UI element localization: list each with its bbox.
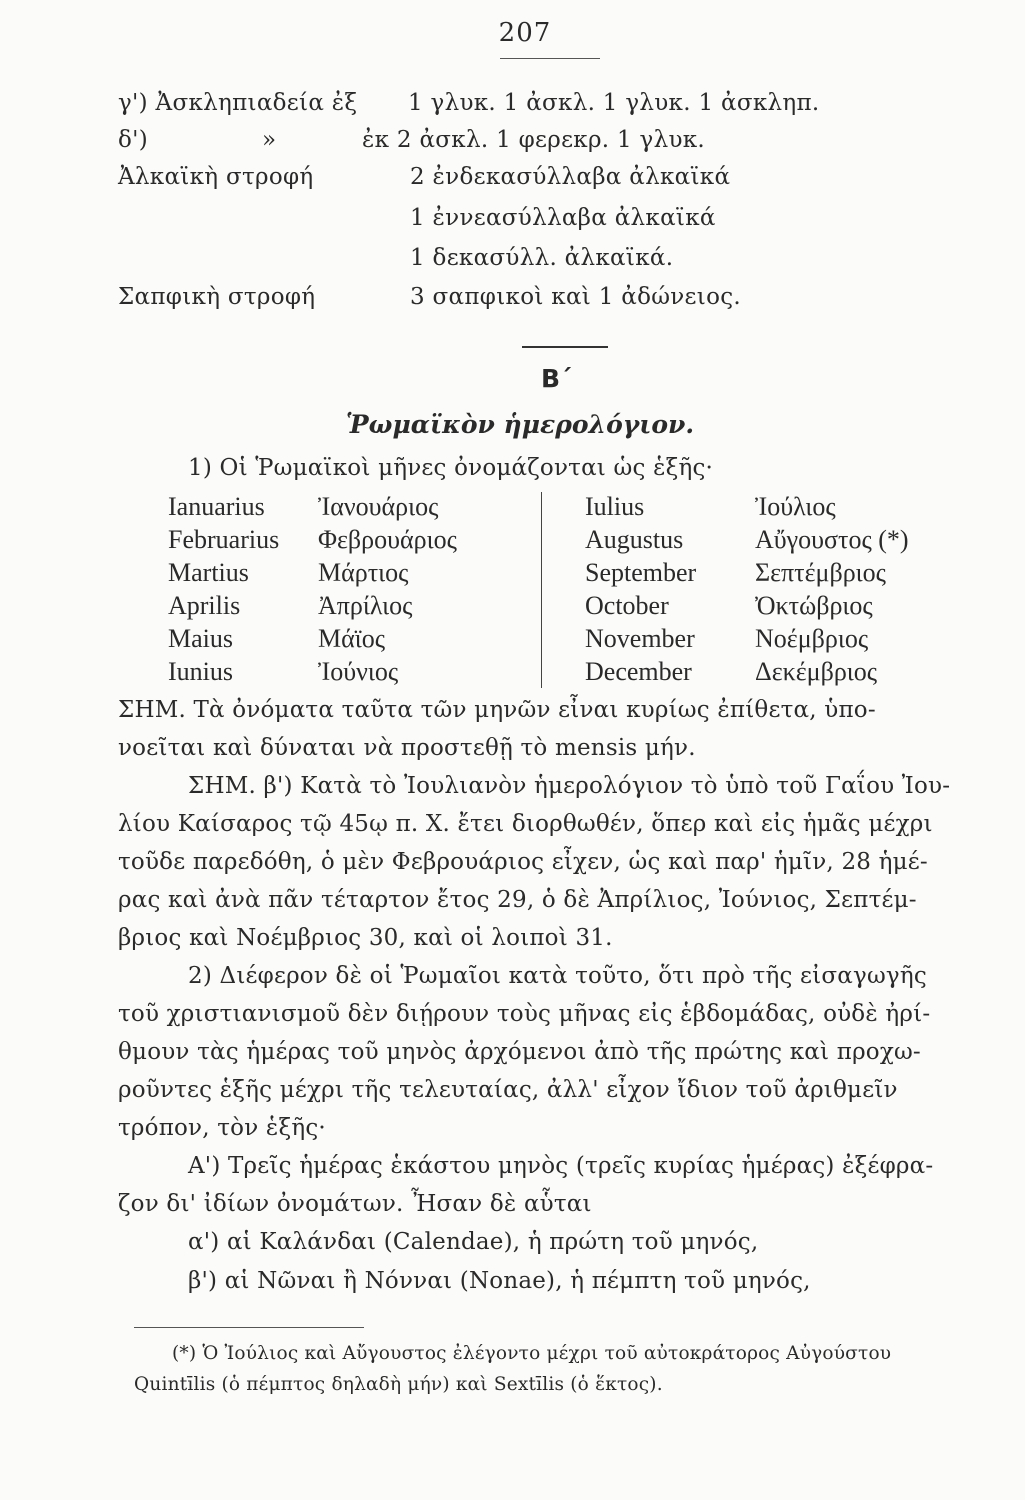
footnote-rule [134, 1327, 364, 1328]
meter-label: γ') Ἀσκληπιαδεία ἐξ [118, 90, 358, 116]
month-greek: Μάρτιος [318, 558, 409, 587]
body-line: Α') Τρεῖς ἡμέρας ἑκάστου μηνὸς (τρεῖς κυρίας ἡμέρας) ἐξέφρα- [188, 1153, 934, 1179]
header-rule [500, 58, 600, 59]
month-latin: Maius [168, 624, 233, 653]
body-line: ζον δι' ἰδίων ὀνομάτων. Ἦσαν δὲ αὗται [118, 1191, 592, 1217]
month-greek: Ἰούνιος [318, 657, 399, 686]
month-latin: November [585, 624, 695, 653]
month-greek: Ἀπρίλιος [318, 591, 413, 620]
month-greek: Ὀκτώβριος [755, 591, 873, 620]
month-latin: Ianuarius [168, 492, 265, 521]
month-latin: September [585, 558, 697, 587]
section-title: Ῥωμαϊκὸν ἡμερολόγιον. [345, 410, 695, 439]
section-letter: Β΄ [541, 364, 572, 393]
footnote-line: Quintīlis (ὁ πέμπτος δηλαδὴ μήν) καὶ Sextīlis (ὁ ἕκτος). [134, 1374, 663, 1395]
meter-text: 3 σαπφικοὶ καὶ 1 ἀδώνειος. [410, 284, 742, 310]
body-line: ΣΗΜ. β') Κατὰ τὸ Ἰουλιανὸν ἡμερολόγιον τὸ ὑπὸ τοῦ Γαΐου Ἰου- [188, 773, 951, 799]
body-line: α') αἱ Καλάνδαι (Calendae), ἡ πρώτη τοῦ μηνός, [188, 1229, 759, 1255]
body-line: ρας καὶ ἀνὰ πᾶν τέταρτον ἔτος 29, ὁ δὲ Ἀπρίλιος, Ἰούνιος, Σεπτέμ- [118, 887, 917, 913]
month-greek: Αὔγουστος (*) [755, 525, 909, 554]
body-line: τοῦδε παρεδόθη, ὁ μὲν Φεβρουάριος εἶχεν, ὡς καὶ παρ' ἡμῖν, 28 ἡμέ- [118, 849, 928, 875]
month-greek: Ἰούλιος [755, 492, 836, 521]
month-latin: Augustus [585, 525, 684, 554]
month-latin: October [585, 591, 669, 620]
month-latin: Martius [168, 558, 249, 587]
meter-label: Ἀλκαϊκὴ στροφή [118, 164, 314, 190]
month-greek: Νοέμβριος [755, 624, 869, 653]
month-greek: Δεκέμβριος [755, 657, 878, 686]
month-greek: Σεπτέμβριος [755, 558, 886, 587]
month-latin: Iulius [585, 492, 645, 521]
page-number: 207 [498, 18, 552, 48]
month-latin: Iunius [168, 657, 233, 686]
table-divider [541, 492, 542, 688]
month-greek: Μάϊος [318, 624, 386, 653]
body-line: τοῦ χριστιανισμοῦ δὲν διῄρουν τοὺς μῆνας εἰς ἑβδομάδας, οὐδὲ ἠρί- [118, 1001, 931, 1027]
body-line: βριος καὶ Νοέμβριος 30, καὶ οἱ λοιποὶ 31. [118, 925, 613, 951]
footnote-line: (*) Ὁ Ἰούλιος καὶ Αὔγουστος ἐλέγοντο μέχρι τοῦ αὐτοκράτορος Αὐγούστου [172, 1343, 892, 1364]
meter-text: 1 γλυκ. 1 ἀσκλ. 1 γλυκ. 1 ἀσκληπ. [408, 90, 820, 116]
meter-text: 1 ἐννεασύλλαβα ἀλκαϊκά [410, 205, 716, 231]
meter-text: 2 ἐνδεκασύλλαβα ἀλκαϊκά [410, 164, 731, 190]
month-latin: Aprilis [168, 591, 241, 620]
body-line: ροῦντες ἑξῆς μέχρι τῆς τελευταίας, ἀλλ' εἶχον ἴδιον τοῦ ἀριθμεῖν [118, 1077, 898, 1103]
body-line: λίου Καίσαρος τῷ 45ῳ π. Χ. ἔτει διορθωθέν, ὅπερ καὶ εἰς ἡμᾶς μέχρι [118, 811, 933, 837]
section-rule [522, 346, 608, 348]
meter-label: δ') [118, 127, 149, 153]
body-line: θμουν τὰς ἡμέρας τοῦ μηνὸς ἀρχόμενοι ἀπὸ τῆς πρώτης καὶ προχω- [118, 1039, 921, 1065]
body-line: β') αἱ Νῶναι ἢ Νόνναι (Nonae), ἡ πέμπτη τοῦ μηνός, [188, 1268, 811, 1294]
body-line: ΣΗΜ. Τὰ ὀνόματα ταῦτα τῶν μηνῶν εἶναι κυρίως ἐπίθετα, ὑπο- [118, 697, 876, 723]
body-line: 2) Διέφερον δὲ οἱ Ῥωμαῖοι κατὰ τοῦτο, ὅτι πρὸ τῆς εἰσαγωγῆς [188, 963, 927, 989]
meter-text: 1 δεκασύλλ. ἀλκαϊκά. [410, 245, 674, 271]
intro-line: 1) Οἱ Ῥωμαϊκοὶ μῆνες ὀνομάζονται ὡς ἑξῆς· [188, 455, 714, 481]
month-latin: Februarius [168, 525, 280, 554]
meter-label: Σαπφικὴ στροφή [118, 284, 316, 310]
month-greek: Φεβρουάριος [318, 525, 457, 554]
ditto-mark: » [262, 127, 277, 153]
month-latin: December [585, 657, 692, 686]
body-line: νοεῖται καὶ δύναται νὰ προστεθῇ τὸ mensis μήν. [118, 735, 696, 761]
month-greek: Ἰανουάριος [318, 492, 439, 521]
body-line: τρόπον, τὸν ἑξῆς· [118, 1115, 326, 1141]
meter-text: ἐκ 2 ἀσκλ. 1 φερεκρ. 1 γλυκ. [362, 127, 706, 153]
